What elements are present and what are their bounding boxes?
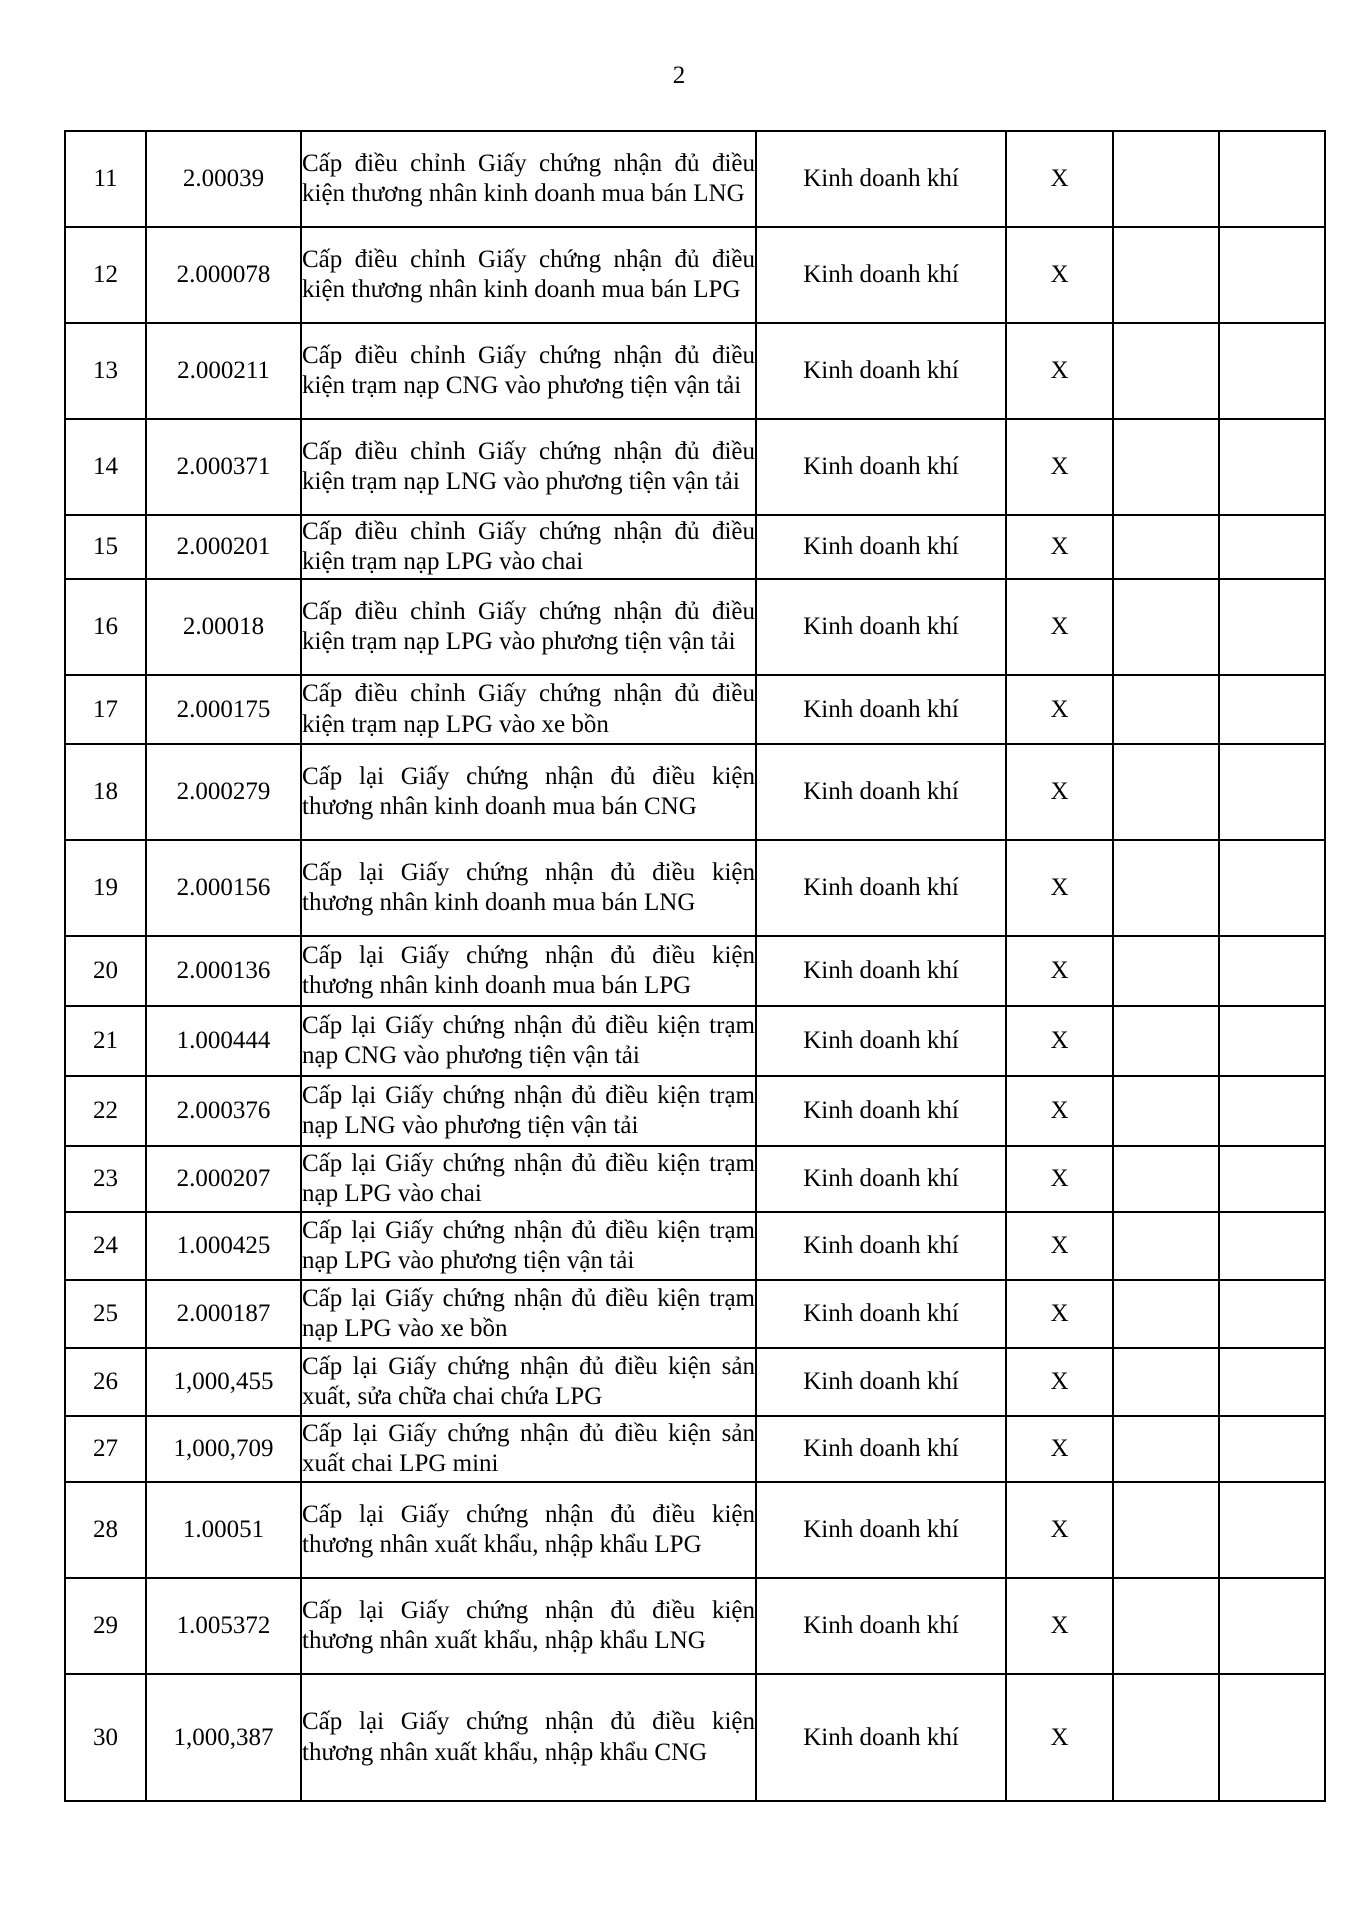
page-number: 2 <box>672 62 686 89</box>
table-row <box>65 419 1325 515</box>
table-row <box>65 744 1325 840</box>
row-number: 19 <box>65 840 146 936</box>
procedure-code: 2.000376 <box>146 1076 301 1146</box>
empty-cell <box>1113 1212 1219 1280</box>
level-mark: X <box>1006 1076 1113 1146</box>
empty-cell <box>1219 515 1325 579</box>
procedure-field: Kinh doanh khí <box>756 675 1006 744</box>
procedure-field: Kinh doanh khí <box>756 1076 1006 1146</box>
level-mark: X <box>1006 1146 1113 1212</box>
row-number: 12 <box>65 227 146 323</box>
row-number: 23 <box>65 1146 146 1212</box>
level-mark: X <box>1006 515 1113 579</box>
procedure-code: 2.000201 <box>146 515 301 579</box>
procedure-field: Kinh doanh khí <box>756 1212 1006 1280</box>
table-row <box>65 1482 1325 1578</box>
empty-cell <box>1219 744 1325 840</box>
empty-cell <box>1113 1578 1219 1674</box>
procedure-name: Cấp lại Giấy chứng nhận đủ điều kiện thương nhân kinh doanh mua bán CNG <box>301 744 756 840</box>
procedure-name: Cấp lại Giấy chứng nhận đủ điều kiện thương nhân kinh doanh mua bán LPG <box>301 936 756 1006</box>
empty-cell <box>1113 1076 1219 1146</box>
procedure-field: Kinh doanh khí <box>756 1674 1006 1801</box>
table-row <box>65 579 1325 675</box>
level-mark: X <box>1006 227 1113 323</box>
row-number: 30 <box>65 1674 146 1801</box>
empty-cell <box>1113 323 1219 419</box>
procedure-field: Kinh doanh khí <box>756 131 1006 227</box>
procedure-field: Kinh doanh khí <box>756 1348 1006 1416</box>
row-number: 20 <box>65 936 146 1006</box>
procedure-name: Cấp điều chỉnh Giấy chứng nhận đủ điều kiện thương nhân kinh doanh mua bán LNG <box>301 131 756 227</box>
row-number: 22 <box>65 1076 146 1146</box>
empty-cell <box>1113 515 1219 579</box>
empty-cell <box>1219 1416 1325 1482</box>
level-mark: X <box>1006 1006 1113 1076</box>
table-row <box>65 515 1325 579</box>
procedure-name: Cấp điều chỉnh Giấy chứng nhận đủ điều kiện thương nhân kinh doanh mua bán LPG <box>301 227 756 323</box>
empty-cell <box>1219 1076 1325 1146</box>
table-row <box>65 1006 1325 1076</box>
level-mark: X <box>1006 675 1113 744</box>
level-mark: X <box>1006 1674 1113 1801</box>
empty-cell <box>1113 131 1219 227</box>
empty-cell <box>1113 227 1219 323</box>
procedure-name: Cấp lại Giấy chứng nhận đủ điều kiện trạm nạp LPG vào phương tiện vận tải <box>301 1212 756 1280</box>
level-mark: X <box>1006 1212 1113 1280</box>
row-number: 27 <box>65 1416 146 1482</box>
empty-cell <box>1219 1674 1325 1801</box>
level-mark: X <box>1006 131 1113 227</box>
procedure-name: Cấp lại Giấy chứng nhận đủ điều kiện thương nhân xuất khẩu, nhập khẩu LPG <box>301 1482 756 1578</box>
procedure-field: Kinh doanh khí <box>756 840 1006 936</box>
level-mark: X <box>1006 840 1113 936</box>
empty-cell <box>1113 1280 1219 1348</box>
procedure-code: 2.000156 <box>146 840 301 936</box>
row-number: 11 <box>65 131 146 227</box>
procedure-code: 2.00018 <box>146 579 301 675</box>
procedure-name: Cấp lại Giấy chứng nhận đủ điều kiện trạm nạp LPG vào xe bồn <box>301 1280 756 1348</box>
empty-cell <box>1219 675 1325 744</box>
procedure-field: Kinh doanh khí <box>756 744 1006 840</box>
procedure-field: Kinh doanh khí <box>756 1482 1006 1578</box>
procedure-name: Cấp lại Giấy chứng nhận đủ điều kiện trạm nạp LNG vào phương tiện vận tải <box>301 1076 756 1146</box>
procedure-name: Cấp lại Giấy chứng nhận đủ điều kiện sản xuất chai LPG mini <box>301 1416 756 1482</box>
procedure-code: 2.000175 <box>146 675 301 744</box>
table-row <box>65 1578 1325 1674</box>
procedure-field: Kinh doanh khí <box>756 1280 1006 1348</box>
level-mark: X <box>1006 1348 1113 1416</box>
table-body <box>65 131 1325 1801</box>
procedure-name: Cấp lại Giấy chứng nhận đủ điều kiện thương nhân kinh doanh mua bán LNG <box>301 840 756 936</box>
procedure-field: Kinh doanh khí <box>756 936 1006 1006</box>
empty-cell <box>1113 936 1219 1006</box>
procedure-field: Kinh doanh khí <box>756 1416 1006 1482</box>
procedure-field: Kinh doanh khí <box>756 579 1006 675</box>
empty-cell <box>1113 1348 1219 1416</box>
empty-cell <box>1219 1280 1325 1348</box>
procedure-code: 2.000078 <box>146 227 301 323</box>
procedure-code: 2.000187 <box>146 1280 301 1348</box>
procedures-table <box>64 130 1326 1802</box>
table-row <box>65 840 1325 936</box>
row-number: 28 <box>65 1482 146 1578</box>
procedure-code: 1,000,709 <box>146 1416 301 1482</box>
level-mark: X <box>1006 1416 1113 1482</box>
procedure-code: 2.000211 <box>146 323 301 419</box>
row-number: 26 <box>65 1348 146 1416</box>
empty-cell <box>1113 419 1219 515</box>
empty-cell <box>1113 1674 1219 1801</box>
table-row <box>65 323 1325 419</box>
procedure-field: Kinh doanh khí <box>756 515 1006 579</box>
procedure-code: 1,000,387 <box>146 1674 301 1801</box>
procedure-field: Kinh doanh khí <box>756 1006 1006 1076</box>
procedure-name: Cấp lại Giấy chứng nhận đủ điều kiện trạm nạp CNG vào phương tiện vận tải <box>301 1006 756 1076</box>
procedure-name: Cấp điều chỉnh Giấy chứng nhận đủ điều kiện trạm nạp LPG vào chai <box>301 515 756 579</box>
empty-cell <box>1219 1578 1325 1674</box>
table-row <box>65 675 1325 744</box>
level-mark: X <box>1006 936 1113 1006</box>
empty-cell <box>1219 323 1325 419</box>
empty-cell <box>1113 1146 1219 1212</box>
procedure-name: Cấp lại Giấy chứng nhận đủ điều kiện thương nhân xuất khẩu, nhập khẩu LNG <box>301 1578 756 1674</box>
row-number: 25 <box>65 1280 146 1348</box>
empty-cell <box>1113 1006 1219 1076</box>
procedure-name: Cấp điều chỉnh Giấy chứng nhận đủ điều kiện trạm nạp LPG vào phương tiện vận tải <box>301 579 756 675</box>
table-row <box>65 227 1325 323</box>
procedure-code: 1.005372 <box>146 1578 301 1674</box>
empty-cell <box>1219 579 1325 675</box>
procedure-field: Kinh doanh khí <box>756 419 1006 515</box>
empty-cell <box>1113 1416 1219 1482</box>
table-row <box>65 1212 1325 1280</box>
empty-cell <box>1113 744 1219 840</box>
level-mark: X <box>1006 744 1113 840</box>
row-number: 16 <box>65 579 146 675</box>
table-row <box>65 1076 1325 1146</box>
empty-cell <box>1219 1348 1325 1416</box>
procedure-name: Cấp lại Giấy chứng nhận đủ điều kiện thương nhân xuất khẩu, nhập khẩu CNG <box>301 1674 756 1801</box>
level-mark: X <box>1006 579 1113 675</box>
level-mark: X <box>1006 323 1113 419</box>
procedure-name: Cấp điều chỉnh Giấy chứng nhận đủ điều kiện trạm nạp LNG vào phương tiện vận tải <box>301 419 756 515</box>
procedure-name: Cấp lại Giấy chứng nhận đủ điều kiện sản xuất, sửa chữa chai chứa LPG <box>301 1348 756 1416</box>
empty-cell <box>1219 1482 1325 1578</box>
table-row <box>65 1348 1325 1416</box>
table-row <box>65 1674 1325 1801</box>
procedure-code: 2.000371 <box>146 419 301 515</box>
procedure-code: 1,000,455 <box>146 1348 301 1416</box>
procedure-name: Cấp điều chỉnh Giấy chứng nhận đủ điều kiện trạm nạp CNG vào phương tiện vận tải <box>301 323 756 419</box>
table-row <box>65 936 1325 1006</box>
empty-cell <box>1219 227 1325 323</box>
level-mark: X <box>1006 419 1113 515</box>
procedure-name: Cấp điều chỉnh Giấy chứng nhận đủ điều kiện trạm nạp LPG vào xe bồn <box>301 675 756 744</box>
procedure-code: 2.000207 <box>146 1146 301 1212</box>
row-number: 14 <box>65 419 146 515</box>
level-mark: X <box>1006 1482 1113 1578</box>
procedure-code: 1.000425 <box>146 1212 301 1280</box>
procedure-code: 2.000279 <box>146 744 301 840</box>
row-number: 17 <box>65 675 146 744</box>
table-row <box>65 1280 1325 1348</box>
procedure-code: 2.000136 <box>146 936 301 1006</box>
empty-cell <box>1219 840 1325 936</box>
procedure-code: 2.00039 <box>146 131 301 227</box>
empty-cell <box>1219 1146 1325 1212</box>
empty-cell <box>1113 840 1219 936</box>
table-row <box>65 1416 1325 1482</box>
procedure-code: 1.000444 <box>146 1006 301 1076</box>
empty-cell <box>1219 1212 1325 1280</box>
table-row <box>65 1146 1325 1212</box>
row-number: 21 <box>65 1006 146 1076</box>
row-number: 29 <box>65 1578 146 1674</box>
empty-cell <box>1219 131 1325 227</box>
row-number: 24 <box>65 1212 146 1280</box>
procedure-field: Kinh doanh khí <box>756 323 1006 419</box>
row-number: 18 <box>65 744 146 840</box>
empty-cell <box>1219 419 1325 515</box>
level-mark: X <box>1006 1578 1113 1674</box>
procedure-name: Cấp lại Giấy chứng nhận đủ điều kiện trạm nạp LPG vào chai <box>301 1146 756 1212</box>
row-number: 15 <box>65 515 146 579</box>
empty-cell <box>1113 1482 1219 1578</box>
empty-cell <box>1113 579 1219 675</box>
empty-cell <box>1219 1006 1325 1076</box>
procedure-field: Kinh doanh khí <box>756 1146 1006 1212</box>
row-number: 13 <box>65 323 146 419</box>
empty-cell <box>1219 936 1325 1006</box>
procedure-field: Kinh doanh khí <box>756 227 1006 323</box>
procedure-field: Kinh doanh khí <box>756 1578 1006 1674</box>
table-row <box>65 131 1325 227</box>
empty-cell <box>1113 675 1219 744</box>
procedure-code: 1.00051 <box>146 1482 301 1578</box>
level-mark: X <box>1006 1280 1113 1348</box>
